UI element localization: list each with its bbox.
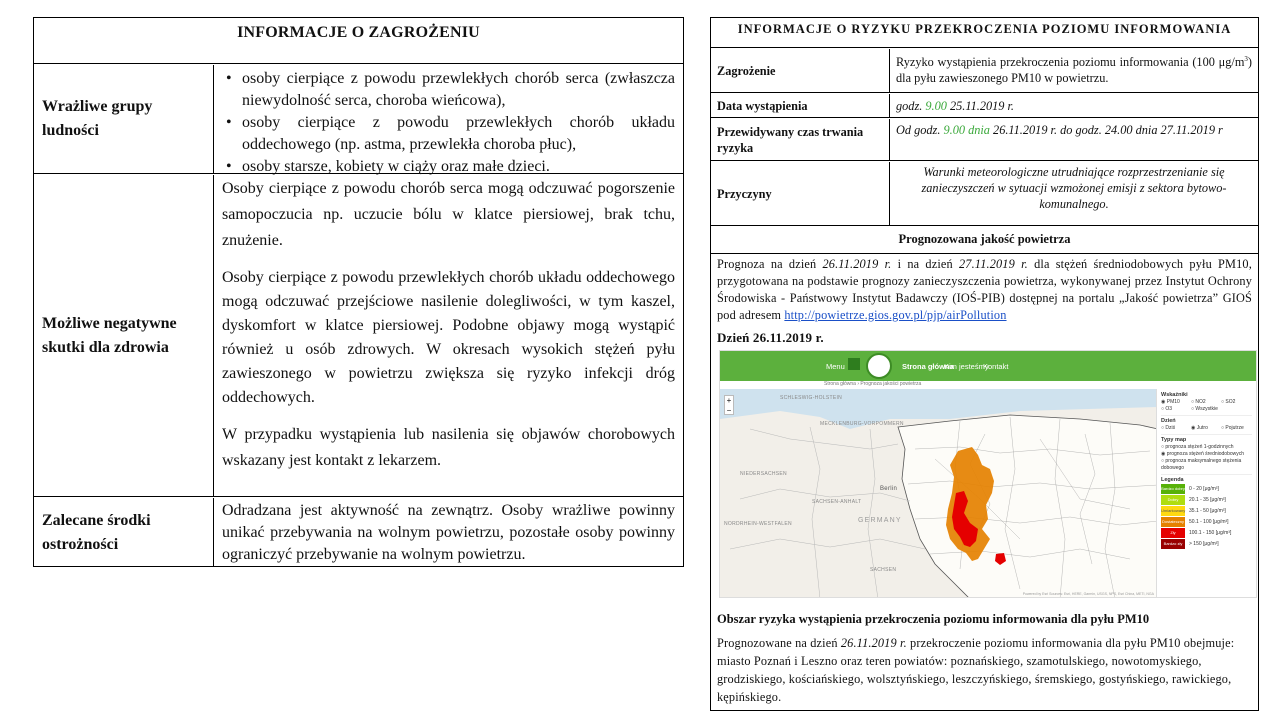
map-topbar [720,351,1256,381]
air-pollution-link[interactable]: http://powietrze.gios.gov.pl/pjp/airPollution [784,308,1007,322]
menu-link[interactable]: Menu [826,362,845,371]
risk-area-caption: Obszar ryzyka wystąpienia przekroczenia poziomu informowania dla pyłu PM10 [717,612,1150,626]
option-all[interactable]: ○ Wszystkie [1191,406,1218,412]
zoom-in-button[interactable]: + [726,396,732,405]
occurrence-value: godz. 9.00 25.11.2019 r. [896,99,1014,113]
option-so2[interactable]: ○ SO2 [1221,399,1236,405]
map-label: NIEDERSACHSEN [740,471,787,477]
option-map-type[interactable]: ○ prognoza stężeń 1-godzinnych [1161,444,1234,450]
risk-area-description: Prognozowane na dzień 26.11.2019 r. przekroczenie poziomu informowania dla pyłu PM10 obejmuje: miasto Poznań i Leszno oraz teren powiatów: poznańskiego, szamotulskiego, nowotomyskiego, grodziskiego, kościańskiego, wolsztyńskiego, leszczyńskiego, śremskiego, gostyńskiego, rawickiego, kępińskiego. [717,636,1235,704]
causes-value: Warunki meteorologiczne utrudniające rozprzestrzenianie się zanieczyszczeń w sytuacji wzmożonej emisji z sektora bytowo-komunalnego. [921,165,1227,211]
duration-value: Od godz. 9.00 dnia 26.11.2019 r. do godz. 24.00 dnia 27.11.2019 r [896,123,1223,137]
option-pm10[interactable]: ◉ PM10 [1161,399,1180,405]
sensitive-groups-row [34,65,683,174]
option-dayafter[interactable]: ○ Pojutrze [1221,425,1244,431]
risk-info-panel [710,17,1259,711]
threat-info-table [33,17,684,567]
forecast-description: Prognoza na dzień 26.11.2019 r. i na dzień 27.11.2019 r. dla stężeń średniodobowych pyłu PM10, przygotowana na podstawie prognozy zanieczyszczenia powietrza, wykonywanej przez Instytut Ochrony Środowiska - Państwowy Instytut Badawczy (IOŚ-PIB) dostępnej na portalu „Jakość powietrza” GIOŚ pod adresem http://powietrze.gios.gov.pl/pjp/airPollution Dzień 26.11.2019 r. [717,257,1252,345]
option-map-type[interactable]: ○ prognoza maksymalnego stężenia dobowego [1161,458,1242,471]
legend-item: Umiarkowany 35.1 - 50 [μg/m³] [1161,506,1252,516]
duration-row [711,119,1258,161]
causes-label: Przyczyny [711,162,890,225]
threat-info-title: INFORMACJE O ZAGROŻENIU [34,18,683,64]
zoom-out-button[interactable]: − [726,406,732,415]
legend-item: Bardzo dobry 0 - 20 [μg/m³] [1161,484,1252,494]
map-drawing [720,389,1158,598]
precautions-row [34,498,683,567]
poland-area [898,415,1158,598]
causes-row [711,162,1258,226]
health-effects-paragraph: W przypadku wystąpienia lub nasilenia się objawów chorobowych wskazany jest kontakt z lekarzem. [222,426,675,469]
breadcrumb: Strona główna › Prognoza jakości powietrza [824,381,922,387]
map-sidepanel [1156,389,1256,597]
zoom-control[interactable] [724,395,734,415]
sensitive-groups-label: Wrażliwe grupy ludności [34,65,214,173]
map-types-heading: Typy map [1161,437,1187,443]
map-label: SACHSEN-ANHALT [812,499,862,505]
option-today[interactable]: ○ Dziś [1161,425,1176,431]
legend-item: Dostateczny 50.1 - 100 [μg/m³] [1161,517,1252,527]
map-label: NORDRHEIN-WESTFALEN [724,521,792,527]
day-header: Dzień 26.11.2019 r. [717,330,824,345]
map-label: SCHLESWIG-HOLSTEIN [780,395,843,401]
gios-logo-icon [866,353,892,379]
option-o3[interactable]: ○ O3 [1161,406,1173,412]
list-item: • osoby cierpiące z powodu przewlekłych chorób układu oddechowego (np. astma, przewlekła choroba płuc), [222,112,675,156]
list-item: • osoby starsze, kobiety w ciąży oraz małe dzieci. [222,156,675,178]
nav-home[interactable]: Strona główna [902,362,954,371]
precautions-label: Zalecane środki ostrożności [34,498,214,567]
map-label: SACHSEN [870,567,897,573]
threat-row [711,49,1258,93]
occurrence-row [711,94,1258,118]
indicators-heading: Wskaźniki [1161,392,1188,398]
forecast-header: Prognozowana jakość powietrza [711,226,1258,254]
duration-label: Przewidywany czas trwania ryzyka [711,119,890,160]
option-no2[interactable]: ○ NO2 [1191,399,1206,405]
nav-contact[interactable]: Kontakt [983,362,1009,371]
day-heading: Dzień [1161,418,1176,424]
nav-about[interactable]: Kim jesteśmy [944,362,989,371]
occurrence-label: Data wystąpienia [711,94,890,117]
legend-item: Zły 100.1 - 150 [μg/m³] [1161,528,1252,538]
precautions-text: Odradzana jest aktywność na zewnątrz. Osoby wrażliwe powinny unikać przebywania na wolnym powietrzu, pozostałe osoby powinny ograniczyć przebywanie na wolnym powietrzu. [222,502,675,563]
hamburger-icon[interactable] [848,358,860,370]
health-effects-paragraph: Osoby cierpiące z powodu przewlekłych chorób układu oddechowego mogą odczuwać przejściowe nasilenie dolegliwości, w tym kaszel, dyskomfort w klatce piersiowej. Podobne objawy mogą wystąpić również u osób zdrowych. W okresach wysokich stężeń pyłu zawieszonego w powietrzu zwiększa się ryzyko infekcji dróg oddechowych. [222,269,675,406]
map-label: Berlin [880,486,898,492]
health-effects-row [34,175,683,497]
forecast-map [719,350,1257,598]
list-item: • osoby cierpiące z powodu przewlekłych chorób serca (zwłaszcza niewydolność serca, choroba wieńcowa), [222,68,675,112]
threat-label: Zagrożenie [711,49,890,92]
threat-value: Ryzyko wystąpienia przekroczenia poziomu informowania (100 $\mu g/m^3$) dla pyłu zawieszonego PM10 w powietrzu. [896,55,1252,86]
legend-heading: Legenda [1161,477,1184,483]
health-effects-paragraph: Osoby cierpiące z powodu chorób serca mogą odczuwać pogorszenie samopoczucia np. uczucie bólu w klatce piersiowej, brak tchu, znużenie. [222,180,675,249]
health-effects-label: Możliwe negatywne skutki dla zdrowia [34,175,214,496]
legend-item: Bardzo zły > 150 [μg/m³] [1161,539,1252,549]
option-map-type[interactable]: ◉ prognoza stężeń średniodobowych [1161,451,1245,457]
map-label: GERMANY [858,517,902,524]
legend-item: Dobry 20.1 - 35 [μg/m³] [1161,495,1252,505]
option-tomorrow[interactable]: ◉ Jutro [1191,425,1208,431]
sensitive-groups-list [222,68,675,178]
map-credit: Powered by Esri Sources: Esri, HERE, Garmin, USGS, NPS, Esri China, METI, NGA [1022,592,1154,596]
risk-info-title: INFORMACJE O RYZYKU PRZEKROCZENIA POZIOMU INFORMOWANIA [711,18,1258,48]
map-label: MECKLENBURG-VORPOMMERN [820,421,904,427]
